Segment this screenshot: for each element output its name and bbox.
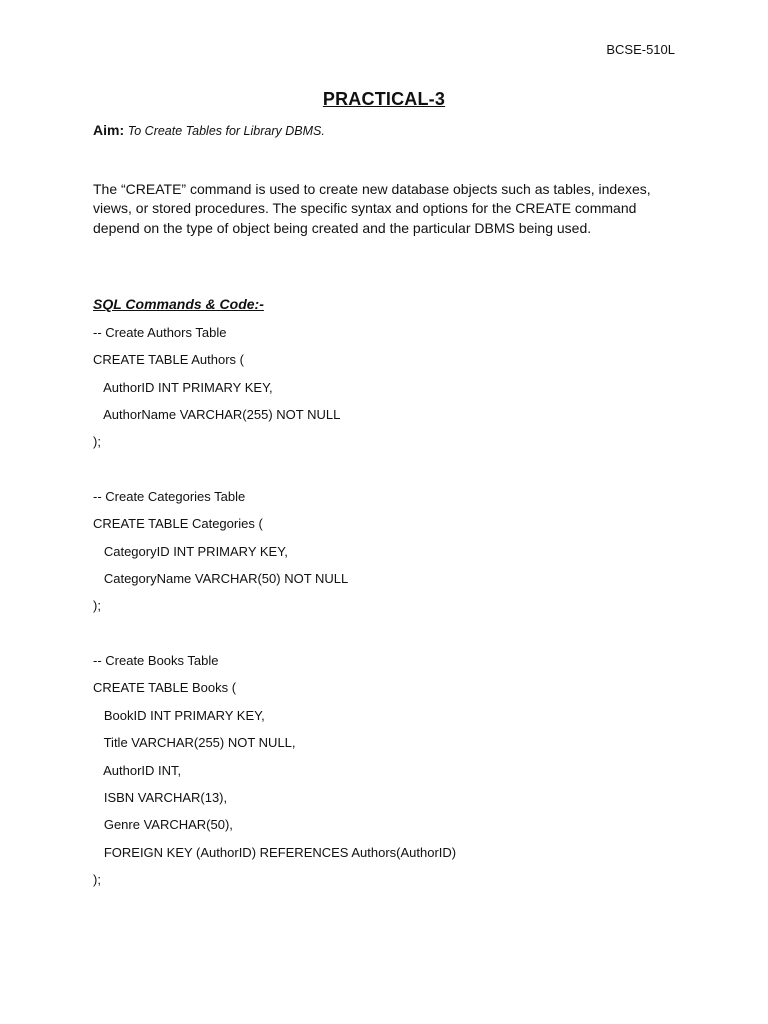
code-line: Title VARCHAR(255) NOT NULL,: [93, 735, 296, 751]
aim-label: Aim:: [93, 122, 125, 138]
code-line: Genre VARCHAR(50),: [93, 817, 233, 833]
code-line: -- Create Authors Table: [93, 325, 227, 340]
course-code: BCSE-510L: [606, 42, 675, 57]
code-line: AuthorID INT,: [93, 762, 182, 778]
aim-text: To Create Tables for Library DBMS.: [127, 124, 325, 138]
section-heading: SQL Commands & Code:-: [93, 296, 264, 312]
code-line: FOREIGN KEY (AuthorID) REFERENCES Authors(AuthorID): [93, 844, 457, 860]
code-line: );: [93, 598, 101, 614]
intro-paragraph: The “CREATE” command is used to create new database objects such as tables, indexes, views, or stored procedures. The specific syntax and options for the CREATE command depend on the type of object being created and the particular DBMS being used.: [93, 181, 651, 236]
code-line: CategoryName VARCHAR(50) NOT NULL: [93, 571, 349, 587]
code-line: [93, 625, 456, 652]
code-line: BookID INT PRIMARY KEY,: [93, 707, 265, 723]
code-line: -- Create Categories Table: [93, 489, 246, 505]
page-title: PRACTICAL-3: [322, 89, 446, 109]
code-line: CategoryID INT PRIMARY KEY,: [93, 543, 288, 559]
code-line: );: [93, 434, 101, 450]
code-line: CREATE TABLE Categories (: [93, 516, 263, 532]
code-line: -- Create Books Table: [93, 653, 219, 669]
code-line: AuthorName VARCHAR(255) NOT NULL: [93, 407, 341, 423]
code-line: ISBN VARCHAR(13),: [93, 789, 228, 805]
code-line: AuthorID INT PRIMARY KEY,: [93, 379, 273, 395]
code-line: [93, 461, 456, 488]
code-line: );: [93, 871, 101, 887]
code-line: CREATE TABLE Books (: [93, 680, 237, 696]
code-line: CREATE TABLE Authors (: [93, 352, 244, 368]
sql-code-block: [93, 324, 456, 898]
aim-line: [93, 122, 325, 138]
